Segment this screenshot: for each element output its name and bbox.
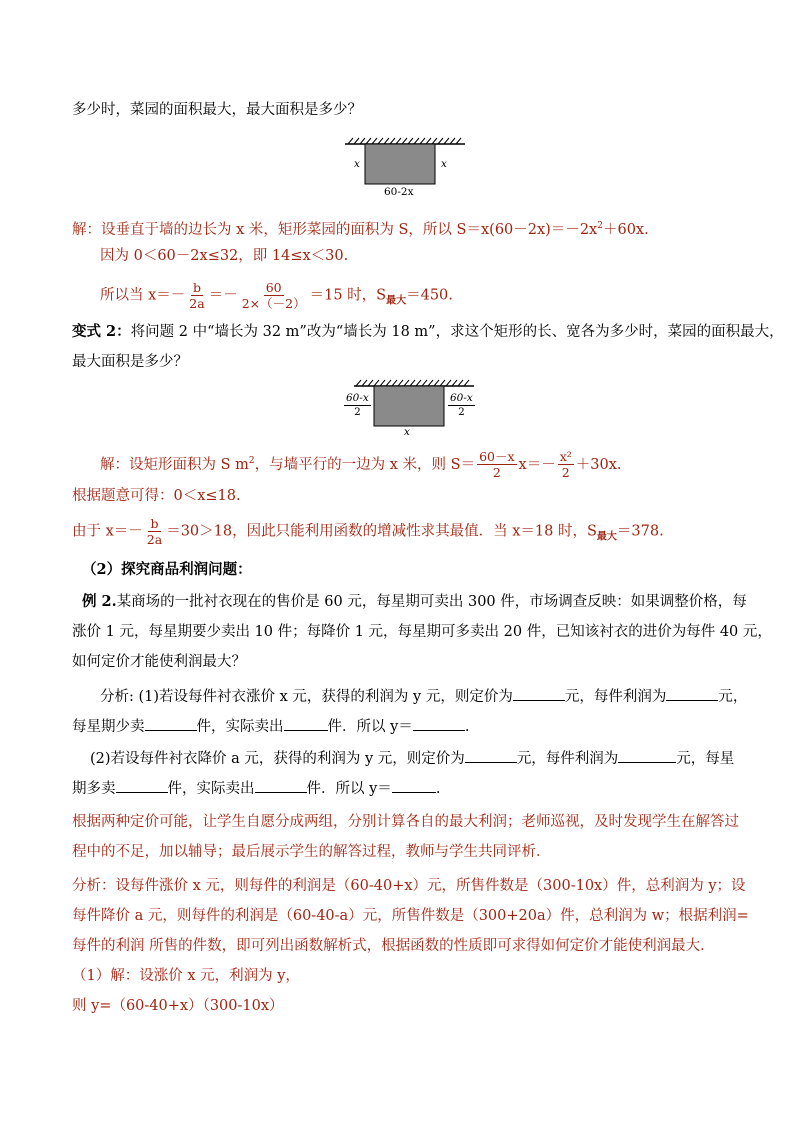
because-line: 因为 0＜60－2x≤32，即 14≤x＜30. <box>100 248 349 264</box>
since-line: 由于 x＝－ $\frac{b}{2a}$ ＝30＞18，因此只能利用函数的增减性求其最值．当 x＝18 时，$S_{最大}=378$. <box>72 516 664 547</box>
analysis-2-line-2: 期多卖 件，实际卖出 件．所以 y＝ . <box>72 778 440 799</box>
analysis-2-line-1: (2)若设每件衬衣降价 a 元，获得的利润为 y 元，则定价为 元，每件利润为 元，每星 <box>90 748 734 769</box>
blank <box>666 686 718 701</box>
domain-line: 根据题意可得：0＜x≤18. <box>72 488 241 504</box>
fig2-right-label: $\frac{60-x}{2}$ <box>450 392 473 418</box>
example-2-line-3: 如何定价才能使利润最大？ <box>72 654 246 670</box>
blank <box>513 686 565 701</box>
analysis-text-line-1: 分析：设每件涨价 x 元，则每件的利润是（60-40+x）元，所售件数是（300-10x）件，总利润为 y；设 <box>72 878 746 894</box>
blank <box>255 778 307 793</box>
analysis-text-line-2: 每件降价 a 元，则每件的利润是（60-40-a）元，所售件数是（300+20a）件，总利润为 w；根据利润= <box>72 908 749 924</box>
figure-garden-2 <box>340 378 480 440</box>
solution-3-line-1: （1）解：设涨价 x 元，利润为 y， <box>72 968 300 984</box>
fig1-bottom-label: 60-2x <box>384 186 414 198</box>
figure-garden-1 <box>340 136 470 202</box>
variant-2-line-2: 最大面积是多少？ <box>72 354 188 370</box>
teaching-line-1: 根据两种定价可能，让学生自愿分成两组，分别计算各自的最大利润；老师巡视，及时发现学生在解答过 <box>72 814 739 830</box>
analysis-text-line-3: 每件的利润 所售的件数，即可列出函数解析式，根据函数的性质即可求得如何定价才能使利润最大． <box>72 938 715 954</box>
fig1-left-label: x <box>354 158 360 170</box>
blank <box>392 778 436 793</box>
solution-1-line: 解：设垂直于墙的边长为 x 米，矩形菜园的面积为 S，所以 $S=x(60-2x)=-2x^2+60x$. <box>72 221 649 238</box>
example-2-line-1: 例 2.某商场的一批衬衣现在的售价是 60 元，每星期可卖出 300 件，市场调查反映：如果调整价格，每 <box>82 593 747 610</box>
solution-2-line: 解：设矩形面积为 S $m^2$，与墙平行的一边为 x 米，则 S＝ $\frac{60-x}{2}$ x＝－ $\frac{\text{x²}}{2}$ ＋30x. <box>100 449 622 481</box>
blank <box>116 778 168 793</box>
blank <box>145 716 197 731</box>
section-2-heading: （2）探究商品利润问题： <box>82 561 252 578</box>
blank <box>618 748 676 763</box>
blank <box>284 716 328 731</box>
example-2-line-2: 涨价 1 元，每星期要少卖出 10 件；每降价 1 元，每星期可多卖出 20 件，已知该衬衣的进价为每件 40 元， <box>72 624 772 640</box>
variant-2-line-1: 变式 2：将问题 2 中“墙长为 32 m”改为“墙长为 18 m”，求这个矩形的长、宽各为多少时，菜园的面积最大， <box>72 323 784 340</box>
blank <box>465 748 517 763</box>
so-line: 所以当 x＝－ $\frac{b}{2a}$ ＝－ $\frac{60}{2\times(-2)}$ ＝15 时，$S_{最大}=450$. <box>100 280 453 311</box>
fig2-bottom-label: x <box>404 426 410 438</box>
analysis-1-line-1: 分析: (1)若设每件衬衣涨价 x 元，获得的利润为 y 元，则定价为 元，每件利润为 元， <box>100 686 747 707</box>
text-line-intro: 多少时，菜园的面积最大，最大面积是多少？ <box>72 102 362 118</box>
solution-3-line-2: 则 y=（60-40+x）（300-10x） <box>72 998 284 1014</box>
analysis-1-line-2: 每星期少卖 件，实际卖出 件．所以 y＝ . <box>72 716 469 737</box>
fig2-left-label: $\frac{60-x}{2}$ <box>346 392 369 418</box>
fig1-right-label: x <box>441 158 447 170</box>
teaching-line-2: 程中的不足，加以辅导；最后展示学生的解答过程，教师与学生共同评析． <box>72 844 551 860</box>
blank <box>413 716 465 731</box>
